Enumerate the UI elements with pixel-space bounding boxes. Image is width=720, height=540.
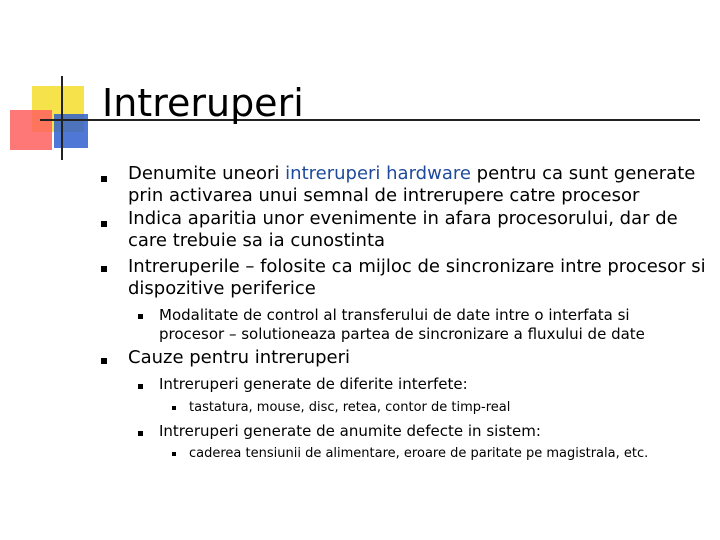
bullet-marker — [101, 358, 107, 364]
bullet-line: Cauze pentru intreruperi — [128, 347, 351, 368]
bullet-marker — [138, 384, 143, 389]
bullet-line: procesor – solutioneaza partea de sincronizare a fluxului de date — [159, 325, 645, 343]
bullet-marker — [138, 431, 143, 436]
bullet-line: care trebuie sa ia cunostinta — [128, 230, 386, 251]
bullet-line: prin activarea unui semnal de intrerupere catre procesor — [128, 185, 640, 206]
bullet-line: Intreruperi generate de diferite interfete: — [159, 375, 468, 393]
bullet-line: Indica aparitia unor evenimente in afara procesorului, dar de — [128, 208, 678, 229]
bullet-marker — [101, 176, 107, 182]
bullet-line: Denumite uneori intreruperi hardware pentru ca sunt generate — [128, 163, 696, 184]
bullet-line: Intreruperi generate de anumite defecte in sistem: — [159, 422, 541, 440]
bullet-marker — [138, 314, 143, 319]
bullet-marker — [172, 406, 176, 410]
bullet-marker — [101, 221, 107, 227]
slide-title: Intreruperi — [102, 81, 304, 125]
bullet-line: Intreruperile – folosite ca mijloc de sincronizare intre procesor si — [128, 256, 706, 277]
bullet-line: Modalitate de control al transferului de date intre o interfata si — [159, 306, 630, 324]
highlight-term: intreruperi hardware — [285, 163, 471, 184]
decor-vertical-line — [61, 76, 63, 160]
bullet-marker — [101, 266, 107, 272]
bullet-line: dispozitive periferice — [128, 278, 316, 299]
decor-red-square — [10, 110, 52, 150]
bullet-marker — [172, 452, 176, 456]
bullet-line: caderea tensiunii de alimentare, eroare de paritate pe magistrala, etc. — [189, 446, 649, 461]
bullet-line: tastatura, mouse, disc, retea, contor de timp-real — [189, 400, 511, 415]
